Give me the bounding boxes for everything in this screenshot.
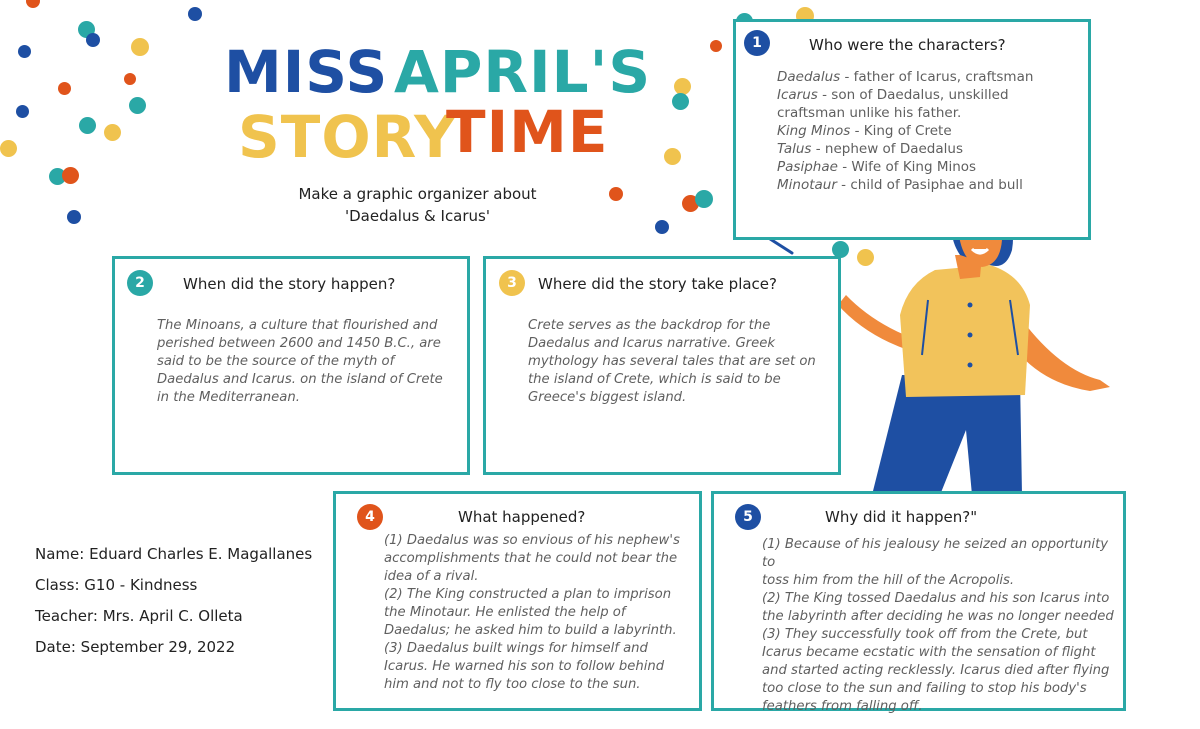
title-story: STORY (238, 103, 458, 171)
text-line: (2) The King constructed a plan to imprison (384, 587, 672, 602)
what-box (333, 491, 702, 711)
student-date: Date: September 29, 2022 (35, 638, 236, 656)
character-item: King Minos - King of Crete (777, 123, 952, 139)
what-question: What happened? (458, 508, 586, 526)
text-line: mythology has several tales that are set on (528, 354, 816, 369)
confetti-dot (26, 0, 40, 8)
confetti-dot (104, 124, 121, 141)
character-item: craftsman unlike his father. (777, 105, 962, 121)
text-line: (3) Daedalus built wings for himself and (384, 641, 648, 656)
text-line: Daedalus and Icarus narrative. Greek (528, 336, 775, 351)
character-item: Icarus - son of Daedalus, unskilled (777, 87, 1009, 103)
why-question: Why did it happen?" (825, 508, 978, 526)
confetti-dot (0, 140, 17, 157)
where-box (483, 256, 841, 475)
text-line: The Minoans, a culture that flourished and (157, 318, 438, 333)
when-box (112, 256, 470, 475)
confetti-dot (86, 33, 100, 47)
text-line: the Minotaur. He enlisted the help of (384, 605, 626, 620)
title-aprils: APRIL'S (394, 38, 652, 106)
text-line: Greece's biggest island. (528, 390, 687, 405)
student-teacher: Teacher: Mrs. April C. Olleta (35, 607, 243, 625)
character-item: Daedalus - father of Icarus, craftsman (777, 69, 1034, 85)
confetti-dot (609, 187, 623, 201)
confetti-dot (16, 105, 29, 118)
title-time: TIME (446, 98, 609, 166)
text-line: (2) The King tossed Daedalus and his son Icarus into (762, 591, 1110, 606)
student-class: Class: G10 - Kindness (35, 576, 198, 594)
text-line: accomplishments that he could not bear the (384, 551, 678, 566)
when-question: When did the story happen? (183, 275, 396, 293)
teacher-arm (838, 295, 908, 350)
confetti-dot (18, 45, 31, 58)
confetti-dot (62, 167, 79, 184)
text-line: Icarus became ecstatic with the sensation of flight (762, 645, 1096, 660)
text-line: the labyrinth after deciding he was no longer needed (762, 609, 1114, 624)
character-item: Talus - nephew of Daedalus (777, 141, 963, 157)
characters-list (777, 68, 1033, 194)
confetti-dot (131, 38, 149, 56)
character-item: Minotaur - child of Pasiphae and bull (777, 177, 1023, 193)
subtitle-line: 'Daedalus & Icarus' (344, 207, 490, 225)
title-miss: MISS (224, 38, 389, 106)
confetti-dot (124, 73, 136, 85)
number-badge: 3 (499, 270, 525, 296)
text-line: toss him from the hill of the Acropolis. (762, 573, 1015, 588)
characters-box (733, 19, 1091, 240)
text-line: (3) They successfully took off from the Crete, but (762, 627, 1088, 642)
confetti-dot (664, 148, 681, 165)
text-line: Daedalus; he asked him to build a labyrinth. (384, 623, 677, 638)
subtitle (255, 183, 580, 227)
text-line: and started acting recklessly. Icarus died after flying (762, 663, 1110, 678)
student-name: Name: Eduard Charles E. Magallanes (35, 545, 313, 563)
text-line: said to be the source of the myth of (157, 354, 395, 369)
text-line: the island of Crete, which is said to be (528, 372, 781, 387)
text-line: (1) Because of his jealousy he seized an opportunity to (762, 537, 1109, 570)
confetti-dot (188, 7, 202, 21)
number-badge: 5 (735, 504, 761, 530)
text-line: too close to the sun and failing to stop his body's (762, 681, 1087, 696)
why-box (711, 491, 1126, 714)
characters-question: Who were the characters? (809, 36, 1006, 54)
confetti-dot (710, 40, 722, 52)
text-line: Icarus. He warned his son to follow behind (384, 659, 665, 674)
number-badge: 2 (127, 270, 153, 296)
teacher-shirt (900, 265, 1030, 397)
confetti-dot (67, 210, 81, 224)
confetti-dot (58, 82, 71, 95)
text-line: (1) Daedalus was so envious of his nephew's (384, 533, 680, 548)
character-item: Pasiphae - Wife of King Minos (777, 159, 977, 175)
text-line: in the Mediterranean. (157, 390, 300, 405)
where-answer (528, 317, 816, 407)
text-line: feathers from falling off. (762, 699, 923, 714)
confetti-dot (672, 93, 689, 110)
subtitle-line: Make a graphic organizer about (298, 185, 537, 203)
confetti-dot (695, 190, 713, 208)
confetti-dot (655, 220, 669, 234)
number-badge: 4 (357, 504, 383, 530)
text-line: Daedalus and Icarus. on the island of Crete (157, 372, 443, 387)
where-question: Where did the story take place? (538, 275, 777, 293)
what-answer (384, 532, 680, 694)
confetti-dot (79, 117, 96, 134)
why-answer (762, 536, 1123, 716)
text-line: idea of a rival. (384, 569, 479, 584)
text-line: Crete serves as the backdrop for the (528, 318, 771, 333)
when-answer (157, 317, 443, 407)
number-badge: 1 (744, 30, 770, 56)
text-line: him and not to fly too close to the sun. (384, 677, 641, 692)
confetti-dot (129, 97, 146, 114)
text-line: perished between 2600 and 1450 B.C., are (157, 336, 441, 351)
